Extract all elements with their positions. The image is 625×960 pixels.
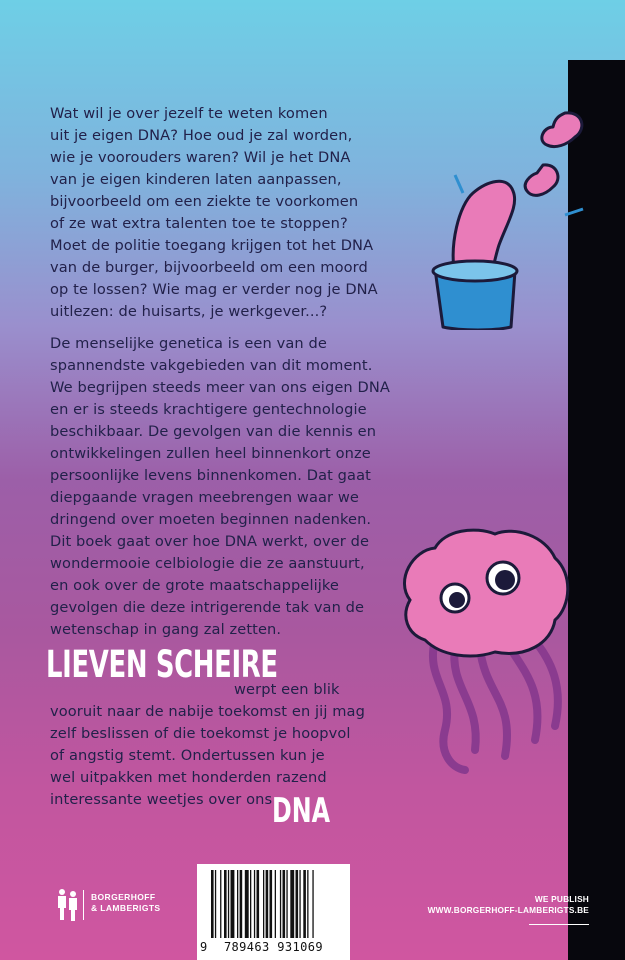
publisher-name-line: & LAMBERIGTS xyxy=(91,903,161,913)
text-line: vooruit naar de nabije toekomst en jij mag xyxy=(50,703,365,720)
text-line: wie je voorouders waren? Wil je het DNA xyxy=(50,149,351,166)
description-paragraph xyxy=(50,333,390,641)
tagline: WE PUBLISH xyxy=(534,894,589,904)
isbn-barcode xyxy=(197,864,350,960)
barcode-digits: 789463 931069 xyxy=(223,940,324,954)
barcode-bars xyxy=(197,864,350,944)
text-line: De menselijke genetica is een van de xyxy=(50,335,327,352)
barcode-lead-digit: 9 xyxy=(200,940,208,954)
publisher-name-line: BORGERHOFF xyxy=(91,892,156,902)
text-line: en ook over de grote maatschappelijke xyxy=(50,577,340,594)
author-name: LIEVEN SCHEIRE xyxy=(46,643,278,686)
dna-title-word: DNA xyxy=(272,791,331,831)
publisher-figures-icon xyxy=(56,888,80,922)
text-line: ontwikkelingen zullen heel binnenkort onze xyxy=(50,445,371,462)
text-line: uit je eigen DNA? Hoe oud je zal worden, xyxy=(50,127,353,144)
text-line: We begrijpen steeds meer van ons eigen DNA xyxy=(50,379,390,396)
text-line: zelf beslissen of die toekomst je hoopvol xyxy=(50,725,351,742)
text-line: van je eigen kinderen laten aanpassen, xyxy=(50,171,342,188)
publisher-name xyxy=(91,892,161,914)
text-line: bijvoorbeeld om een ziekte te voorkomen xyxy=(50,193,359,210)
yogurt-cup-illustration xyxy=(415,105,590,330)
text-line: van de burger, bijvoorbeeld om een moord xyxy=(50,259,368,276)
publisher-divider xyxy=(83,890,84,920)
text-line: op te lossen? Wie mag er verder nog je DNA xyxy=(50,281,378,298)
text-line: Dit boek gaat over hoe DNA werkt, over de xyxy=(50,533,370,550)
text-line: diepgaande vragen meebrengen waar we xyxy=(50,489,359,506)
text-line: persoonlijke levens binnenkomen. Dat gaat xyxy=(50,467,371,484)
website-underline xyxy=(529,924,589,925)
text-line: beschikbaar. De gevolgen van die kennis en xyxy=(50,423,377,440)
text-line: en er is steeds krachtigere gentechnologie xyxy=(50,401,367,418)
text-line: spannendste vakgebieden van dit moment. xyxy=(50,357,373,374)
text-line: werpt een blik xyxy=(234,681,340,698)
pink-fuzzy-creature-illustration xyxy=(385,520,575,780)
text-line: interessante weetjes over ons xyxy=(50,791,273,808)
website-url: WWW.BORGERHOFF-LAMBERIGTS.BE xyxy=(427,905,589,915)
text-line: wondermooie celbiologie die ze aanstuurt, xyxy=(50,555,365,572)
text-line: Wat wil je over jezelf te weten komen xyxy=(50,105,328,122)
text-line: gevolgen die deze intrigerende tak van de xyxy=(50,599,365,616)
text-line: Moet de politie toegang krijgen tot het DNA xyxy=(50,237,374,254)
text-line: wel uitpakken met honderden razend xyxy=(50,769,327,786)
text-line: of angstig stemt. Ondertussen kun je xyxy=(50,747,325,764)
text-line: of ze wat extra talenten toe te stoppen? xyxy=(50,215,348,232)
text-line: uitlezen: de huisarts, je werkgever...? xyxy=(50,303,328,320)
text-line: dringend over moeten beginnen nadenken. xyxy=(50,511,372,528)
publisher-website xyxy=(428,894,589,916)
intro-paragraph xyxy=(50,103,378,323)
text-line: wetenschap in gang zal zetten. xyxy=(50,621,282,638)
